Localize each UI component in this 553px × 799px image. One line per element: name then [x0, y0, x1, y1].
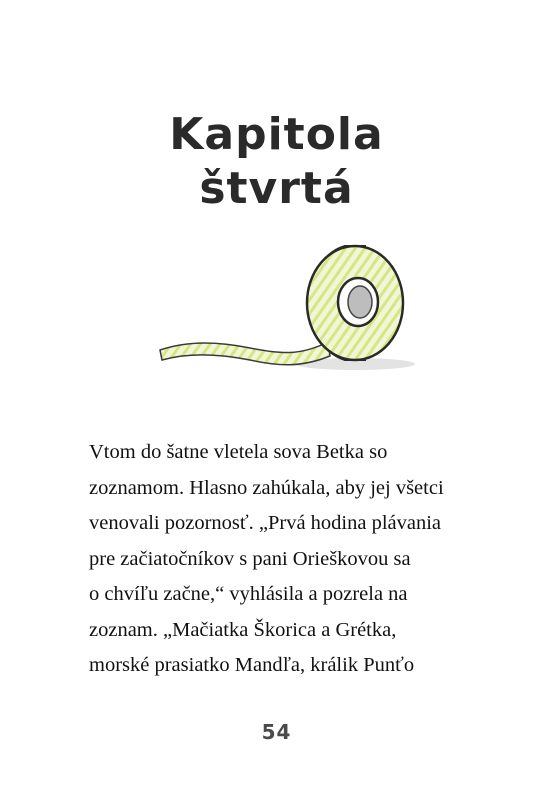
body-line: zoznamom. Hlasno zahúkala, aby jej všetci [89, 476, 444, 499]
page-number: 54 [261, 720, 292, 744]
body-line: pre začiatočníkov s pani Orieškovou sa [89, 547, 411, 570]
chapter-title-line-1: Kapitola [169, 109, 384, 160]
body-line: o chvíľu začne,“ vyhlásila a pozrela na [89, 583, 408, 605]
tape-roll-icon [150, 232, 420, 382]
body-text [89, 435, 509, 684]
body-line: Vtom do šatne vletela sova Betka so [89, 441, 388, 463]
body-line: morské prasiatko Mandľa, králik Punťo [89, 654, 415, 676]
body-line: venovali pozornosť. „Prvá hodina plávania [89, 512, 442, 534]
chapter-title-line-2: štvrtá [199, 163, 354, 214]
chapter-title [0, 108, 553, 216]
body-line: zoznam. „Mačiatka Škorica a Grétka, [89, 618, 397, 641]
